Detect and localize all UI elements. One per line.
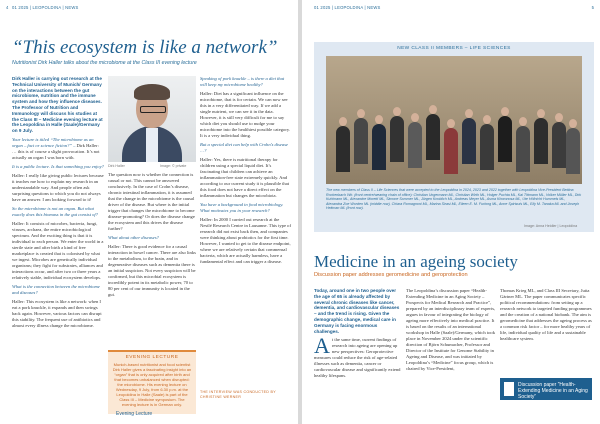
box-text: Munich-based nutritionist and food scientist Dirk Haller gives a fascinating insight into an “organ” that is only acquired after birth and that becomes unbalanced when disrupted: the microbiome. His evening lecture on Wednesday, 9 July, from 6.30 p.m. at the Leopoldina in Halle (Saale) is part of the Class III – Medicine symposium. The evening lecture is in German only. xyxy=(112,362,192,407)
photo-credit: Image: Anna Heidler | Leopoldina xyxy=(524,224,578,228)
article-intro: Dirk Haller is carrying out research at the Technical University of Munich/ Germany on the interactions between the gut microbiome, nutrition and the immune system and how they influence diseases. The Professor of Nutrition and Immunology will discuss his studies at the Class III – Medicine evening lecture at the Leopoldina in Halle (Saale)/Germany on 9 July. xyxy=(12,76,103,134)
paragraph: Thomas Krieg ML, and Class III Secretary, Jutta Gärtner ML. The paper communicates specific political recommendations: from setting up a research network to targeted funding programmes and the creation of a national biobank. The aim is geromedicine that addresses the ageing process as a common risk factor – for more healthy years of life, individual quality of life and a sustainable healthcare system. xyxy=(500,288,592,341)
question: Speaking of pork knuckle – is there a diet that will keep my microbiome healthy? xyxy=(200,76,285,87)
discussion-paper-link[interactable] xyxy=(500,378,592,400)
page-header: 01 2025 | LEOPOLDINA | NEWS xyxy=(12,5,79,10)
column-3 xyxy=(200,76,292,388)
article-title: “This ecosystem is like a network” xyxy=(12,37,278,58)
answer: Haller: This ecosystem is like a network: when I eat a pork knuckle, it expands and then swings back again. However, various factors can disrupt this stability. The frequent use of antibiotics and almost every illness change the microbiome. xyxy=(12,298,102,328)
column-3 xyxy=(500,288,592,374)
answer: Dirk Haller: … this is of course a slight provocation. It’s not actually an organ I was born with. xyxy=(12,142,100,160)
paragraph: The question now is whether the connection is causal or not. This cannot be answered conclusively. In the case of Crohn’s disease, chronic intestinal inflammation, it is assumed that the change in the microbiome is the causal driver of the disease. But where is the initial trigger that changes the microbiome to become disease-promoting? Or does the disease change the ecosystem and this drives the disease further? xyxy=(108,172,195,231)
evening-lecture-box xyxy=(108,350,196,417)
page-number: 4 xyxy=(6,5,9,10)
page-header: 01 2025 | LEOPOLDINA | NEWS xyxy=(314,5,381,10)
question: Your lecture is titled “The microbiome as an organ – fact or science fiction?” – xyxy=(12,136,94,148)
document-icon xyxy=(504,382,514,396)
evening-lecture-link[interactable]: Evening Lecture xyxy=(116,411,153,417)
photo-caption: Dirk Haller xyxy=(108,164,125,168)
paragraph: t the same time, current findings of research into ageing are opening up new perspectives: Geroprotective measures could reduce the risk of age-related illnesses such as dementia, cancer or cardiovascular disease and significantly extend healthy lifespans. xyxy=(314,337,401,379)
answer: Haller: There is good evidence for a causal interaction in bowel cancer. There are also links to the metabolism, to the brain, and in degenerative diseases such as dementia there is an initial suspicion. Not every suspicion will be confirmed, but this microbial ecosystem is incredibly potent in its metabolic power, 70 to 80 per cent of our immunity is located in the gut. xyxy=(108,244,196,297)
article-subtitle: Nutritionist Dirk Haller talks about the microbiome at the Class III evening lecture xyxy=(12,60,197,66)
answer: Haller: Diet has a significant influence on the microbiome, that is for certain. We can now see this in a very differentiated way. If we add a single nutrient, we can see it in the data. However, it is still very difficult for me to say which diet you should use to nudge your microbiome into the healthiest possible category. It is a very individual thing. xyxy=(200,91,291,138)
column-2 xyxy=(406,288,496,418)
portrait-photo xyxy=(108,76,196,162)
right-page xyxy=(302,0,600,424)
article-intro: Today, around one in two people over the age of 65 is already affected by several chronic diseases like cancer, dementia, and cardiovascular diseases – and the trend is rising. Given the demographic change, medical care in Germany is facing enormous challenges. xyxy=(314,288,400,334)
photo-credit: Image: © private xyxy=(160,164,187,168)
answer: Haller: I really like giving public lectures because it teaches me how to explain my research in an understandable way. And people often ask surprising questions to which you do not always have an answer. I am looking forward to it! xyxy=(12,172,104,202)
left-page xyxy=(0,0,298,424)
question: So the microbiome is not an organ. But what exactly does this biomass in the gut consist of? xyxy=(12,205,98,217)
question: It is a public lecture. Is that something you enjoy? xyxy=(12,163,104,169)
answer: Haller: Yes, there is nutritional therapy for children using a special liquid diet. It’s fascinating that children can achieve an inflammation-free state extremely quickly. And according to our current study it is plausible that this food does not have a direct effect on the inflammation but changes the microbiota. xyxy=(200,157,290,198)
group-photo-caption: The new members of Class II – Life Sciences that were accepted to the Leopoldina in 2024, 2023 and 2022 together with Leopoldina Vice-President Bettina Rockenbach Wir. (front centre/wearing chain of office): Christian Ungermann ML, Christian Wirth ML, Holger Puchta ML, Kai Tittmann ML, Volker Müller ML, Dirk Kuhlmann ML, Alexandre Moretti ML, Simone Sommer ML, Jürgen Knoblich ML, Andreas Meyer ML, Asma Khoronosa ML, Ute Höfnicht Hummels ML, Alexandra Zoe Worden ML (middle row), Chiara Romagnoni ML, Marina Sirasi ML, Eileen E. M. Furlong ML, Anne Spirtzuis ML, Elly M. Tanaka ML and Joseph Heitman ML (front row). xyxy=(326,188,582,211)
group-photo xyxy=(326,56,582,184)
article-title: Medicine in an ageing society xyxy=(314,252,518,271)
new-members-box xyxy=(314,42,594,232)
question: What about other diseases? xyxy=(108,235,159,240)
box-title: NEW CLASS II MEMBERS – LIFE SCIENCES xyxy=(397,46,511,51)
answer: Haller: It consists of microbes, bacteria, fungi, viruses, archaea, the entire microbiological spectrum. And the exciting thing is that it is individual to each person. We enter the world in a sterile state and after birth a kind of free marketplace is created that is colonised by what we ingest. Microbes are genetically individual organisms; they fight for substrates, alliances and interactions occur, and after two or three years a relatively stable, individual ecosystem develops. xyxy=(12,220,104,280)
column-1 xyxy=(12,76,104,416)
question: What is the connection between the microbiome and diseases? xyxy=(12,283,100,295)
question: But a special diet can help with Crohn’s disease …? xyxy=(200,142,289,153)
article-subtitle: Discussion paper addresses geromedicine and geroprotection xyxy=(314,272,468,278)
column-2 xyxy=(108,172,196,348)
paragraph: The Leopoldina’s discussion paper “Health-Extending Medicine in an Aging Society – Prospects for Medical Research and Practice”, prepared by an interdisciplinary team of experts, argues in favour of integrating the biology of ageing more effectively into medical practice. It is based on the results of an international workshop in Halle (Saale)/Germany, which took place in November 2024 under the scientific direction of Björn Schumacher, Professor and Director of the Institute for Genome Stability in Ageing and Disease, and was initiated by Leopoldina’s “Medicine” focus group, which is chaired by Vice-President, xyxy=(406,288,496,371)
discussion-paper-label: Discussion paper “Health-Extending Medicine in an Aging Society” xyxy=(518,382,588,400)
box-title: EVENING LECTURE xyxy=(125,355,179,360)
answer: Haller: In 2000 I carried out research at the Nestlé Research Centre in Lausanne. This type of research did not exist back then, and companies were thinking about probiotics for the first time. However, I wanted to get to the disease endpoint, where we are relatively certain that commensal bacteria, which are actually harmless, have a fundamental effect and can trigger a disease. xyxy=(200,217,291,264)
question: You have a background in food microbiology. What motivates you in your research? xyxy=(200,202,284,213)
page-number: 5 xyxy=(591,5,594,10)
column-1 xyxy=(314,288,402,418)
drop-cap: A xyxy=(314,333,330,359)
interview-credit: THE INTERVIEW WAS CONDUCTED BY CHRISTINE WERNER xyxy=(200,390,276,399)
